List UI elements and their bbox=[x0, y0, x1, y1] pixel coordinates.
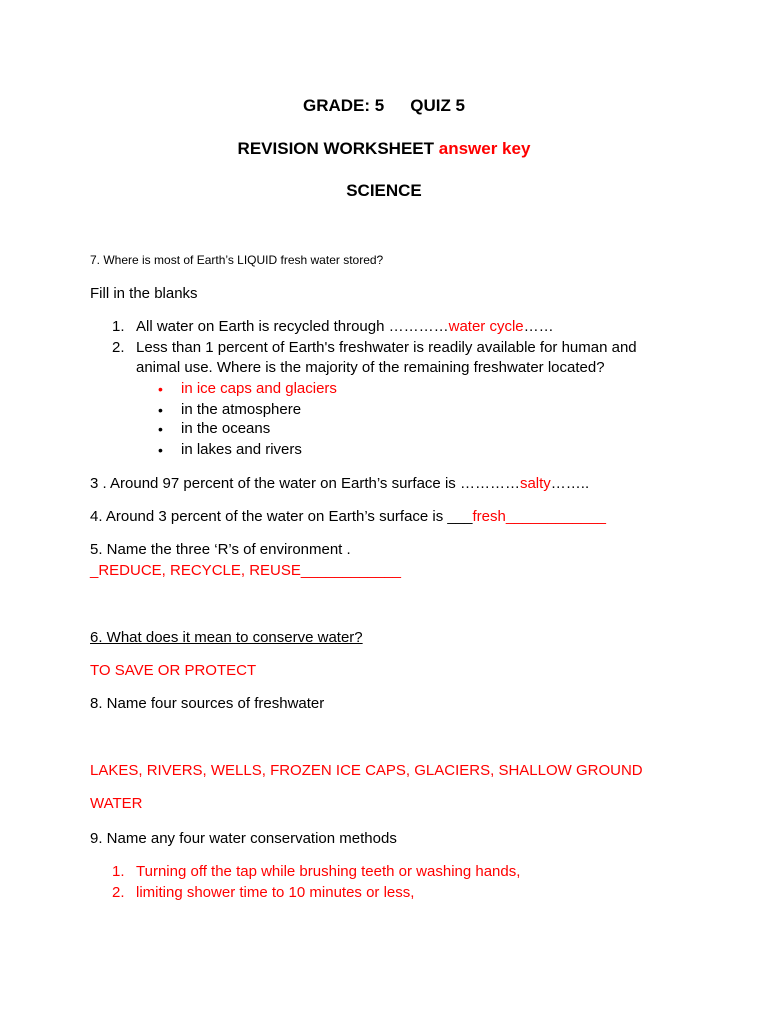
question-9-answer-1: Turning off the tap while brushing teeth or washing hands, bbox=[136, 863, 521, 880]
subject-heading: SCIENCE bbox=[346, 181, 422, 200]
question-3-text: 3 . Around 97 percent of the water on Earth’s surface is ………… bbox=[90, 475, 520, 492]
title-text: REVISION WORKSHEET bbox=[237, 139, 435, 158]
item-1-answer: water cycle bbox=[448, 318, 524, 335]
option-3: in the oceans bbox=[181, 420, 271, 437]
fill-blanks-heading: Fill in the blanks bbox=[90, 285, 198, 302]
grade-quiz-heading bbox=[0, 96, 768, 116]
question-5-answer: _REDUCE, RECYCLE, REUSE____________ bbox=[90, 562, 401, 579]
question-6-answer: TO SAVE OR PROTECT bbox=[90, 662, 257, 679]
option-2: in the atmosphere bbox=[181, 401, 302, 418]
item-1-number: 1. bbox=[112, 318, 125, 335]
item-1-text: All water on Earth is recycled through ………… bbox=[136, 318, 449, 335]
bullet-icon: • bbox=[158, 421, 163, 437]
question-3-trail: …….. bbox=[550, 475, 590, 492]
bullet-icon: • bbox=[158, 402, 163, 418]
question-4-answer: fresh bbox=[472, 508, 506, 525]
question-3 bbox=[90, 474, 589, 494]
item-1-trail: …… bbox=[523, 318, 554, 335]
item-1 bbox=[136, 317, 554, 337]
item-2-number: 2. bbox=[112, 339, 125, 356]
bullet-icon: • bbox=[158, 381, 163, 397]
item-2-line-1: Less than 1 percent of Earth's freshwater is readily available for human and bbox=[136, 339, 637, 356]
question-4-text: 4. Around 3 percent of the water on Earth’s surface is ___ bbox=[90, 508, 473, 525]
question-4-trail: ____________ bbox=[505, 508, 606, 525]
question-4 bbox=[90, 507, 606, 527]
question-3-answer: salty bbox=[519, 475, 551, 492]
question-9-answer-1-number: 1. bbox=[112, 863, 125, 880]
question-8: 8. Name four sources of freshwater bbox=[90, 695, 325, 712]
item-2-line-2: animal use. Where is the majority of the remaining freshwater located? bbox=[136, 359, 605, 376]
quiz-label: QUIZ 5 bbox=[410, 96, 466, 115]
answer-key-label: answer key bbox=[438, 139, 531, 158]
question-6: 6. What does it mean to conserve water? bbox=[90, 629, 363, 646]
grade-label: GRADE: 5 bbox=[302, 96, 385, 115]
question-9-answer-2: limiting shower time to 10 minutes or less, bbox=[136, 884, 415, 901]
question-8-answer-line-2: WATER bbox=[90, 795, 143, 812]
question-7: 7. Where is most of Earth’s LIQUID fresh water stored? bbox=[90, 253, 384, 267]
option-correct: in ice caps and glaciers bbox=[181, 380, 337, 397]
worksheet-title bbox=[0, 139, 768, 159]
question-9: 9. Name any four water conservation methods bbox=[90, 830, 397, 847]
option-4: in lakes and rivers bbox=[181, 441, 302, 458]
question-5: 5. Name the three ‘R’s of environment . bbox=[90, 541, 351, 558]
bullet-icon: • bbox=[158, 442, 163, 458]
question-9-answer-2-number: 2. bbox=[112, 884, 125, 901]
question-8-answer-line-1: LAKES, RIVERS, WELLS, FROZEN ICE CAPS, GLACIERS, SHALLOW GROUND bbox=[90, 762, 643, 779]
